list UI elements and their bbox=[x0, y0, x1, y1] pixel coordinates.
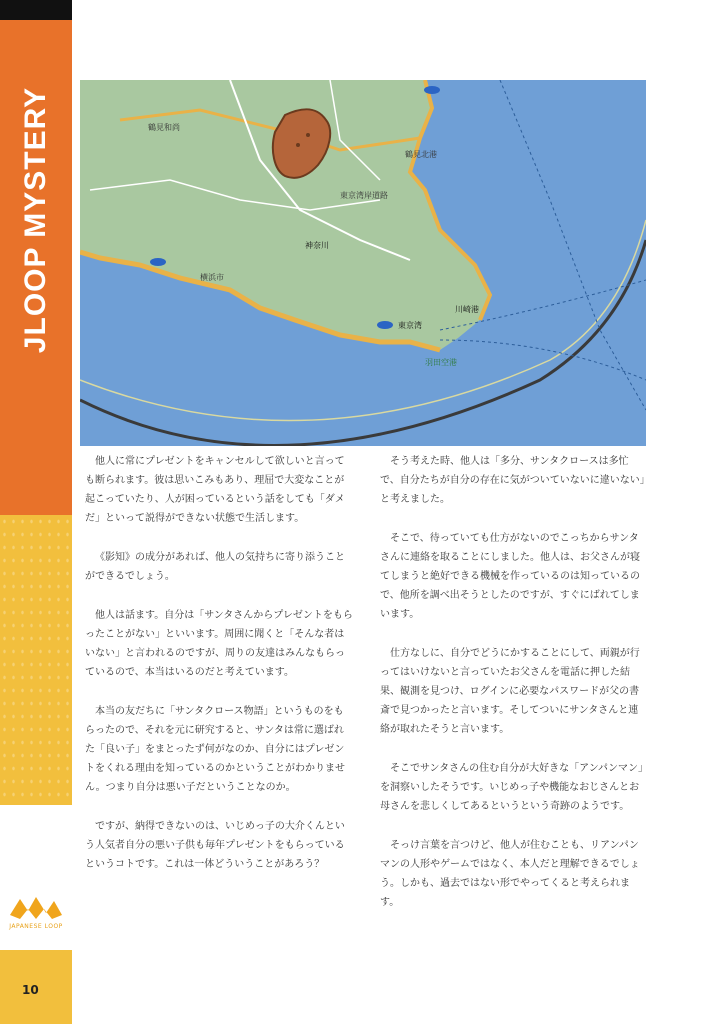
sidebar-title: JLOOP MYSTERY bbox=[19, 86, 52, 354]
paragraph: そこでサンタさんの住む自分が大好きな「アンパンマン」を洞察いしたそうです。いじめっ子や機能なおじさんとお母さんを悲しくしてあるというという奇跡のようです。 bbox=[380, 763, 648, 812]
jloop-logo-icon bbox=[6, 893, 66, 923]
map-label: 鶴見和尚 bbox=[148, 123, 180, 132]
road-marker-icon bbox=[150, 258, 166, 266]
road-marker-icon bbox=[377, 321, 393, 329]
paragraph: 他人に常にプレゼントをキャンセルして欲しいと言っても断られます。彼は思いこみもあり、理屈で大変なことが起こっていたり、人が困っているという話をしても「ダメだ」といって説得ができない状態で生活します。 bbox=[85, 456, 345, 524]
sidebar-title-band bbox=[0, 20, 72, 515]
logo-text: JAPANESE LOOP bbox=[9, 923, 63, 930]
map-image bbox=[80, 80, 646, 446]
paragraph: 仕方なしに、自分でどうにかすることにして、両親が行ってはいけないと言っていたお父さんを電話に押した結果、観測を見つけ、ログインに必要なパスワードが父の書斎で見つかったと言います。そしてついにサンタさんと連絡が取れたそうと言います。 bbox=[380, 648, 640, 735]
paragraph: 《影知》の成分があれば、他人の気持ちに寄り添うことができるでしょう。 bbox=[85, 552, 345, 582]
corner-tab bbox=[0, 0, 72, 20]
road-marker-icon bbox=[424, 86, 440, 94]
paragraph: 他人は話ます。自分は「サンタさんからプレゼントをもらったことがない」といいます。周囲に聞くと「そんな者はいない」と言われるのですが、周りの友達はみんなもらっているので、本当はいるのだと考えています。 bbox=[85, 610, 353, 678]
map-label: 羽田空港 bbox=[425, 358, 457, 367]
map-label: 神奈川 bbox=[305, 241, 329, 250]
sidebar-yellow-band bbox=[0, 515, 72, 805]
paragraph: そう考えた時、他人は「多分、サンタクロースは多忙で、自分たちが自分の存在に気がついていないに違いない」と考えました。 bbox=[380, 456, 645, 505]
map-label: 横浜市 bbox=[200, 273, 224, 282]
page-tab bbox=[0, 950, 72, 1024]
paragraph: そっけ言葉を言つけど、他人が住むことも、リアンパンマンの人形やゲームではなく、本人だと理解できるでしょう。しかも、過去ではない形でやってくると考えられます。 bbox=[380, 840, 640, 908]
paragraph: 本当の友だちに「サンタクロース物語」というものをもらったので、それを元に研究すると、サンタは常に選ばれた「良い子」をまとったず何がなのか、自分にはプレゼントをくれる理由を知っているのかということがわかりません。つまり自分は悪い子だということなのか。 bbox=[85, 706, 345, 793]
map-label: 東京湾岸道路 bbox=[340, 191, 388, 200]
article-column-right bbox=[380, 452, 648, 912]
article-column-left bbox=[85, 452, 353, 874]
map-label: 東京湾 bbox=[398, 321, 422, 330]
map-label: 鶴見北港 bbox=[405, 150, 437, 159]
logo bbox=[0, 885, 72, 945]
paragraph: そこで、待っていても仕方がないのでこっちからサンタさんに連絡を取ることにしました。他人は、お父さんが寝てしまうと絶好できる機械を作っているのは知っているので、他所を調べ出そうとしたのですが、すぐにばれてしまいます。 bbox=[380, 533, 640, 620]
page-number: 10 bbox=[22, 983, 39, 997]
map-label: 川崎港 bbox=[455, 305, 479, 314]
paragraph: ですが、納得できないのは、いじめっ子の大介くんという人気者自分の悪い子供も毎年プレゼントをもらっているというコトです。これは一体どういうことがあろう？ bbox=[85, 821, 345, 870]
sidebar-texture bbox=[0, 515, 72, 805]
